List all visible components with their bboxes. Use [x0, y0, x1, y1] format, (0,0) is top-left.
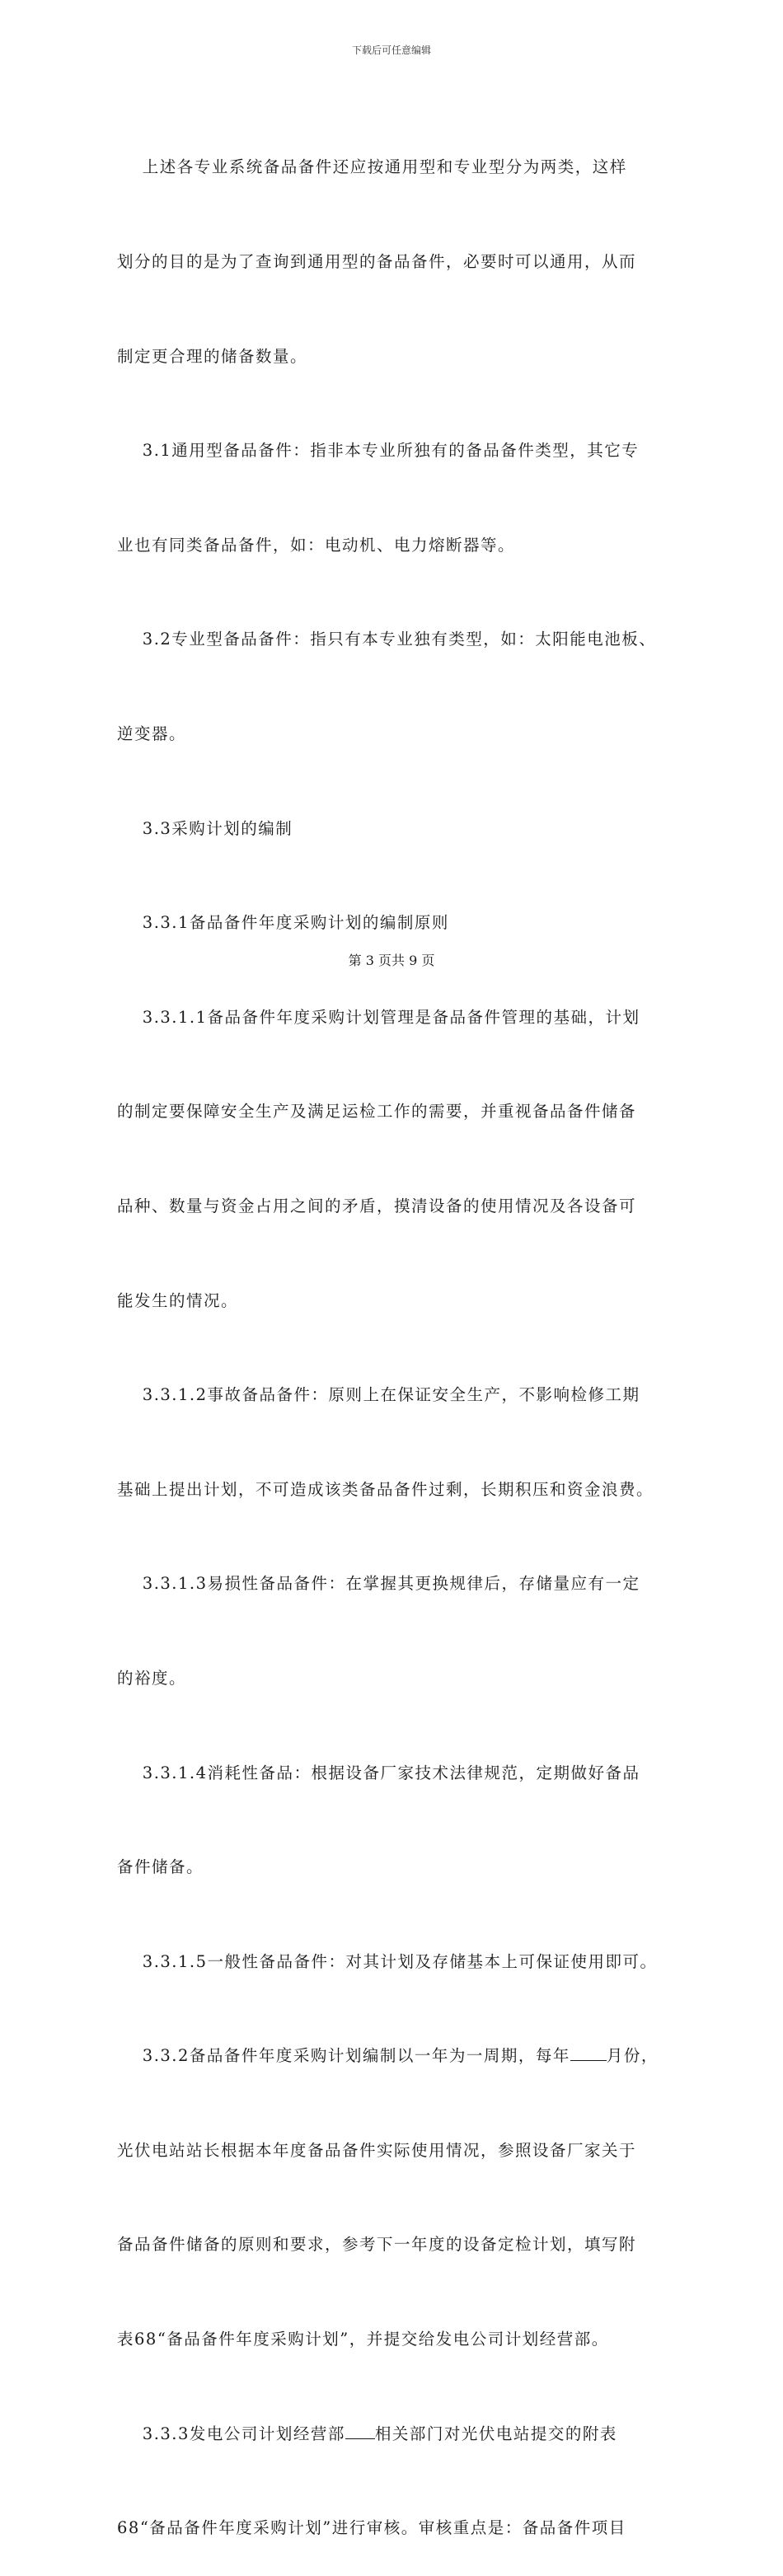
text-segment: 3.3.3发电公司计划经营部 [117, 2424, 345, 2443]
text-segment: 相关部门对光伏电站提交的附表 [374, 2424, 617, 2443]
page-header: 下载后可任意编辑 [351, 44, 431, 56]
text-line: 3.3.1备品备件年度采购计划的编制原则 [117, 913, 449, 933]
text-line: 上述各专业系统备品备件还应按通用型和专业型分为两类，这样 [117, 157, 627, 177]
text-line: 备件储备。 [117, 1857, 204, 1877]
text-line: 业也有同类备品备件，如：电动机、电力熔断器等。 [117, 535, 516, 555]
text-line: 品种、数量与资金占用之间的矛盾，摸清设备的使用情况及各设备可 [117, 1196, 637, 1215]
text-line: 3.3.1.2事故备品备件：原则上在保证安全生产，不影响检修工期 [117, 1385, 640, 1405]
text-line: 3.3.1.3易损性备品备件：在掌握其更换规律后，存储量应有一定 [117, 1574, 640, 1594]
text-line: 的裕度。 [117, 1668, 187, 1688]
text-line: 3.3.1.1备品备件年度采购计划管理是备品备件管理的基础，计划 [117, 1007, 640, 1027]
text-line: 3.3采购计划的编制 [117, 818, 293, 838]
text-line-with-blank [117, 2040, 678, 2072]
text-line: 逆变器。 [117, 724, 187, 743]
text-line: 3.3.1.5一般性备品备件：对其计划及存储基本上可保证使用即可。 [117, 1951, 658, 1971]
text-line: 3.1通用型备品备件：指非本专业所独有的备品备件类型，其它专 [117, 441, 640, 461]
text-line: 备品备件储备的原则和要求，参考下一年度的设备定检计划，填写附 [117, 2235, 637, 2255]
page-number-footer: 第 3 页共 9 页 [348, 953, 435, 968]
text-line: 划分的目的是为了查询到通用型的备品备件，必要时可以通用，从而 [117, 252, 637, 271]
text-line: 68“备品备件年度采购计划”进行审核。审核重点是：备品备件项目 [117, 2518, 626, 2538]
document-body [117, 89, 678, 2576]
fill-in-blank [345, 2420, 375, 2439]
text-line-with-blank [117, 2419, 678, 2450]
text-line: 3.2专业型备品备件：指只有本专业独有类型，如：太阳能电池板、 [117, 630, 657, 649]
text-line: 制定更合理的储备数量。 [117, 346, 308, 366]
text-line: 基础上提出计划，不可造成该类备品备件过剩，长期积压和资金浪费。 [117, 1479, 654, 1499]
text-line: 光伏电站站长根据本年度备品备件实际使用情况，参照设备厂家关于 [117, 2140, 637, 2160]
fill-in-blank [570, 2042, 607, 2061]
text-line: 的制定要保障安全生产及满足运检工作的需要，并重视备品备件储备 [117, 1102, 637, 1122]
text-segment: 月份， [606, 2046, 659, 2066]
text-line: 3.3.1.4消耗性备品：根据设备厂家技术法律规范，定期做好备品 [117, 1763, 640, 1782]
text-line: 表68“备品备件年度采购计划”，并提交给发电公司计划经营部。 [117, 2330, 609, 2349]
text-segment: 3.3.2备品备件年度采购计划编制以一年为一周期，每年 [117, 2046, 570, 2066]
text-line: 能发生的情况。 [117, 1290, 239, 1310]
